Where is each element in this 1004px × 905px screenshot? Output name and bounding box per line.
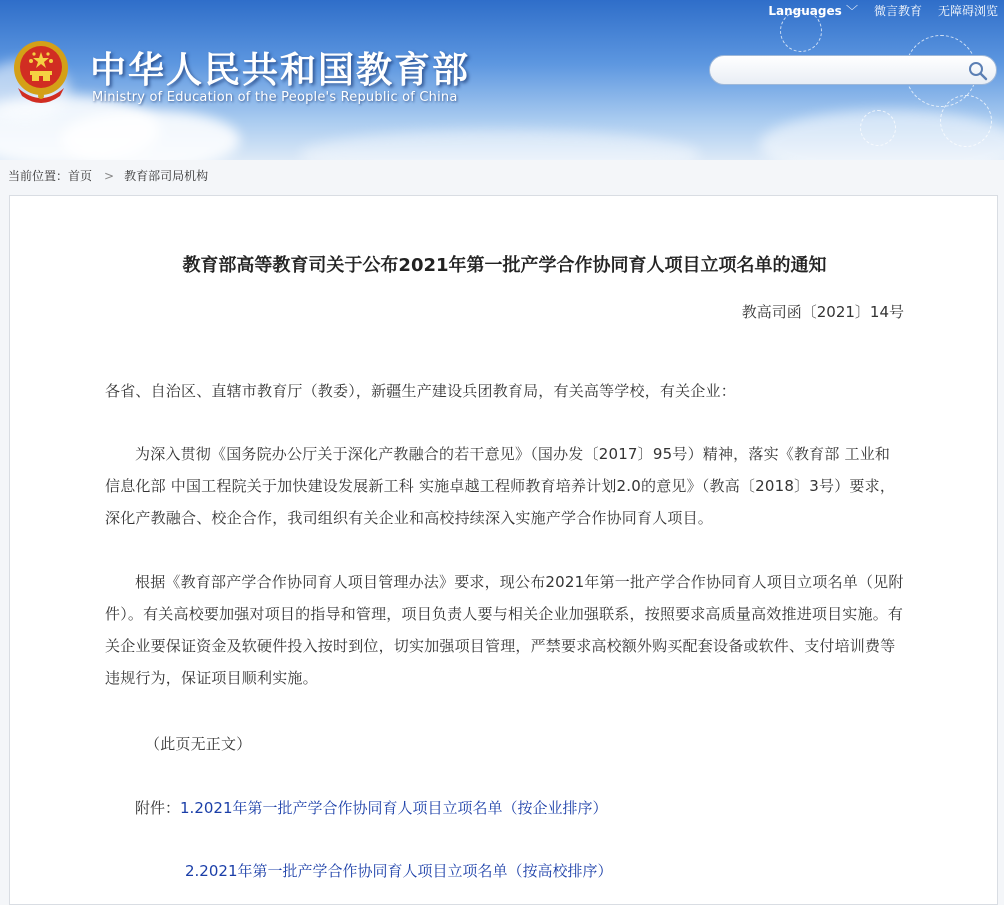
attachment-row-1 [135,797,608,818]
chevron-right-icon: > [104,169,115,183]
no-body-note: （此页无正文） [145,735,252,753]
cloud-decoration [60,110,240,160]
dandelion-decoration [860,110,896,146]
cloud-decoration [300,130,700,160]
top-links [768,2,998,19]
attachment-row-2 [185,860,613,881]
breadcrumb-section-link[interactable]: 教育部司局机构 [124,169,209,183]
search-input[interactable] [722,60,966,82]
breadcrumb-home-link[interactable]: 首页 [68,169,93,183]
search-box [709,55,997,85]
national-emblem-icon [10,38,72,104]
site-title: 中华人民共和国教育部 [90,50,471,91]
paragraph-1: 为深入贯彻《国务院办公厅关于深化产教融合的若干意见》（国办发〔2017〕95号）精神，落实《教育部 工业和信息化部 中国工程院关于加快建设发展新工科 实施卓越工程师教育培养计划2.0的意见》（教高〔2018〕3号）要求，深化产教融合、校企合作，我司组织有关企业和高校持续深入实施产学合作协同育人项目。 [105,445,896,527]
chevron-down-icon: ﹀ [845,4,858,18]
accessibility-link[interactable]: 无障碍浏览 [937,4,998,18]
search-icon[interactable] [968,61,988,81]
document-number: 教高司函〔2021〕14号 [741,303,904,321]
attachment-link-2[interactable]: 2.2021年第一批产学合作协同育人项目立项名单（按高校排序） [185,862,613,880]
attachments-label: 附件： [135,799,181,817]
salutation: 各省、自治区、直辖市教育厅（教委），新疆生产建设兵团教育局，有关高等学校，有关企业： [105,382,736,400]
breadcrumb-prefix: 当前位置： [8,169,69,183]
wechat-link[interactable]: 微言教育 [873,4,922,18]
dandelion-decoration [940,95,992,147]
attachment-link-1[interactable]: 1.2021年第一批产学合作协同育人项目立项名单（按企业排序） [180,799,608,817]
paragraph-2: 根据《教育部产学合作协同育人项目管理办法》要求，现公布2021年第一批产学合作协同育人项目立项名单（见附件）。有关高校要加强对项目的指导和管理，项目负责人要与相关企业加强联系，按照要求高质量高效推进项目实施。有关企业要保证资金及软硬件投入按时到位，切实加强项目管理，严禁要求高校额外购买配套设备或软件、支付培训费等违规行为，保证项目顺利实施。 [105,573,904,687]
article-container [9,195,998,905]
site-subtitle: Ministry of Education of the People's Republic of China [92,90,458,105]
languages-link[interactable] [768,2,858,19]
languages-label: Languages [768,4,842,18]
article-title: 教育部高等教育司关于公布2021年第一批产学合作协同育人项目立项名单的通知 [182,255,827,276]
breadcrumb [8,167,208,184]
site-header [0,0,1004,160]
